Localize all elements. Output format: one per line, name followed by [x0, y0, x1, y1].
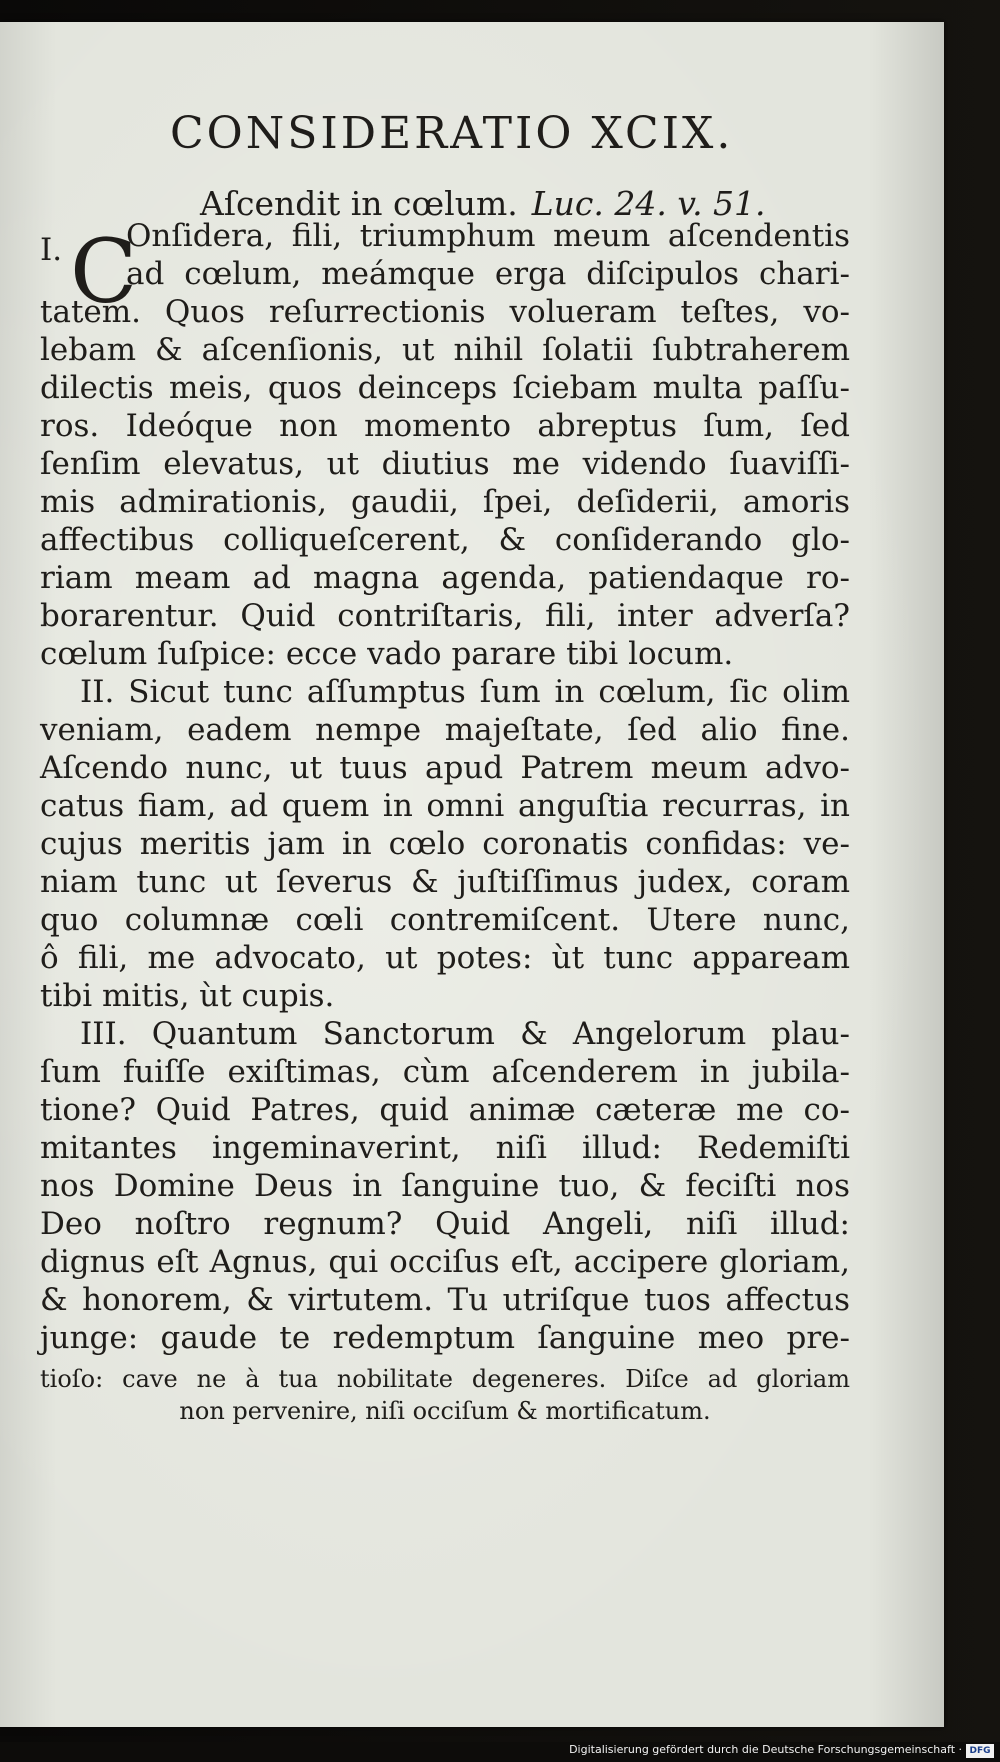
text-line: riam meam ad magna agenda, patiendaque ro- — [40, 560, 850, 596]
text-line: cujus meritis jam in cœlo coronatis confidas: ve- — [40, 826, 850, 862]
digitization-credit: Digitalisierung gefördert durch die Deutsche Forschungsgemeinschaft · — [569, 1743, 962, 1756]
text-line: ô fili, me advocato, ut potes: ùt tunc appaream — [40, 940, 850, 976]
text-line: catus fiam, ad quem in omni anguſtia recurras, in — [40, 788, 850, 824]
text-line: tibi mitis, ùt cupis. — [40, 978, 335, 1014]
dfg-logo: DFG — [966, 1744, 994, 1758]
text-line: ros. Ideóque non momento abreptus ſum, ſed — [40, 408, 850, 444]
text-line: dilectis meis, quos deinceps ſciebam multa paſſu- — [40, 370, 850, 406]
book-page — [0, 22, 944, 1727]
text-line: nos Domine Deus in ſanguine tuo, & feciſti nos — [40, 1168, 850, 1204]
text-line: veniam, eadem nempe majeſtate, ſed alio fine. — [40, 712, 850, 748]
note-line: non pervenire, niſi occiſum & mortificatum. — [179, 1397, 711, 1425]
text-line: quo columnæ cœli contremiſcent. Utere nunc, — [40, 902, 850, 938]
text-line: junge: gaude te redemptum ſanguine meo pre- — [40, 1320, 850, 1356]
text-line: borarentur. Quid contriſtaris, fili, inter adverſa? — [40, 598, 850, 634]
text-line: Onſidera, fili, triumphum meum aſcendentis — [126, 218, 850, 254]
text-line: III. Quantum Sanctorum & Angelorum plau- — [80, 1016, 850, 1052]
text-line: Deo noſtro regnum? Quid Angeli, niſi illud: — [40, 1206, 850, 1242]
page-title: CONSIDERATIO XCIX. — [170, 108, 734, 159]
text-line: niam tunc ut ſeverus & juſtiſſimus judex, coram — [40, 864, 850, 900]
text-line: ad cœlum, meámque erga diſcipulos chari- — [126, 256, 850, 292]
note-line: tioſo: cave ne à tua nobilitate degeneres. Diſce ad gloriam — [40, 1365, 850, 1393]
text-line: mitantes ingeminaverint, niſi illud: Redemiſti — [40, 1130, 850, 1166]
text-line: tatem. Quos reſurrectionis volueram teſtes, vo- — [40, 294, 850, 330]
scripture-reference: Luc. 24. v. 51. — [531, 184, 766, 223]
text-line: lebam & aſcenſionis, ut nihil ſolatii ſubtraherem — [40, 332, 850, 368]
text-line: & honorem, & virtutem. Tu utriſque tuos affectus — [40, 1282, 850, 1318]
text-line: ſenſim elevatus, ut diutius me videndo ſuaviſſi- — [40, 446, 850, 482]
text-line: Aſcendo nunc, ut tuus apud Patrem meum advo- — [40, 750, 850, 786]
text-line: mis admirationis, gaudii, ſpei, deſiderii, amoris — [40, 484, 850, 520]
drop-capital: C — [70, 220, 138, 323]
text-line: affectibus colliqueſcerent, & conſiderando glo- — [40, 522, 850, 558]
subtitle-text: Aſcendit in cœlum. — [200, 184, 518, 223]
text-line: tione? Quid Patres, quid animæ cæteræ me co- — [40, 1092, 850, 1128]
text-line: cœlum ſuſpice: ecce vado parare tibi locum. — [40, 636, 734, 672]
text-line: II. Sicut tunc aſſumptus ſum in cœlum, ſic olim — [80, 674, 850, 710]
section-numeral-i: I. — [40, 232, 63, 268]
text-line: ſum fuiſſe exiſtimas, cùm aſcenderem in jubila- — [40, 1054, 850, 1090]
text-line: dignus eſt Agnus, qui occiſus eſt, accipere gloriam, — [40, 1244, 850, 1280]
